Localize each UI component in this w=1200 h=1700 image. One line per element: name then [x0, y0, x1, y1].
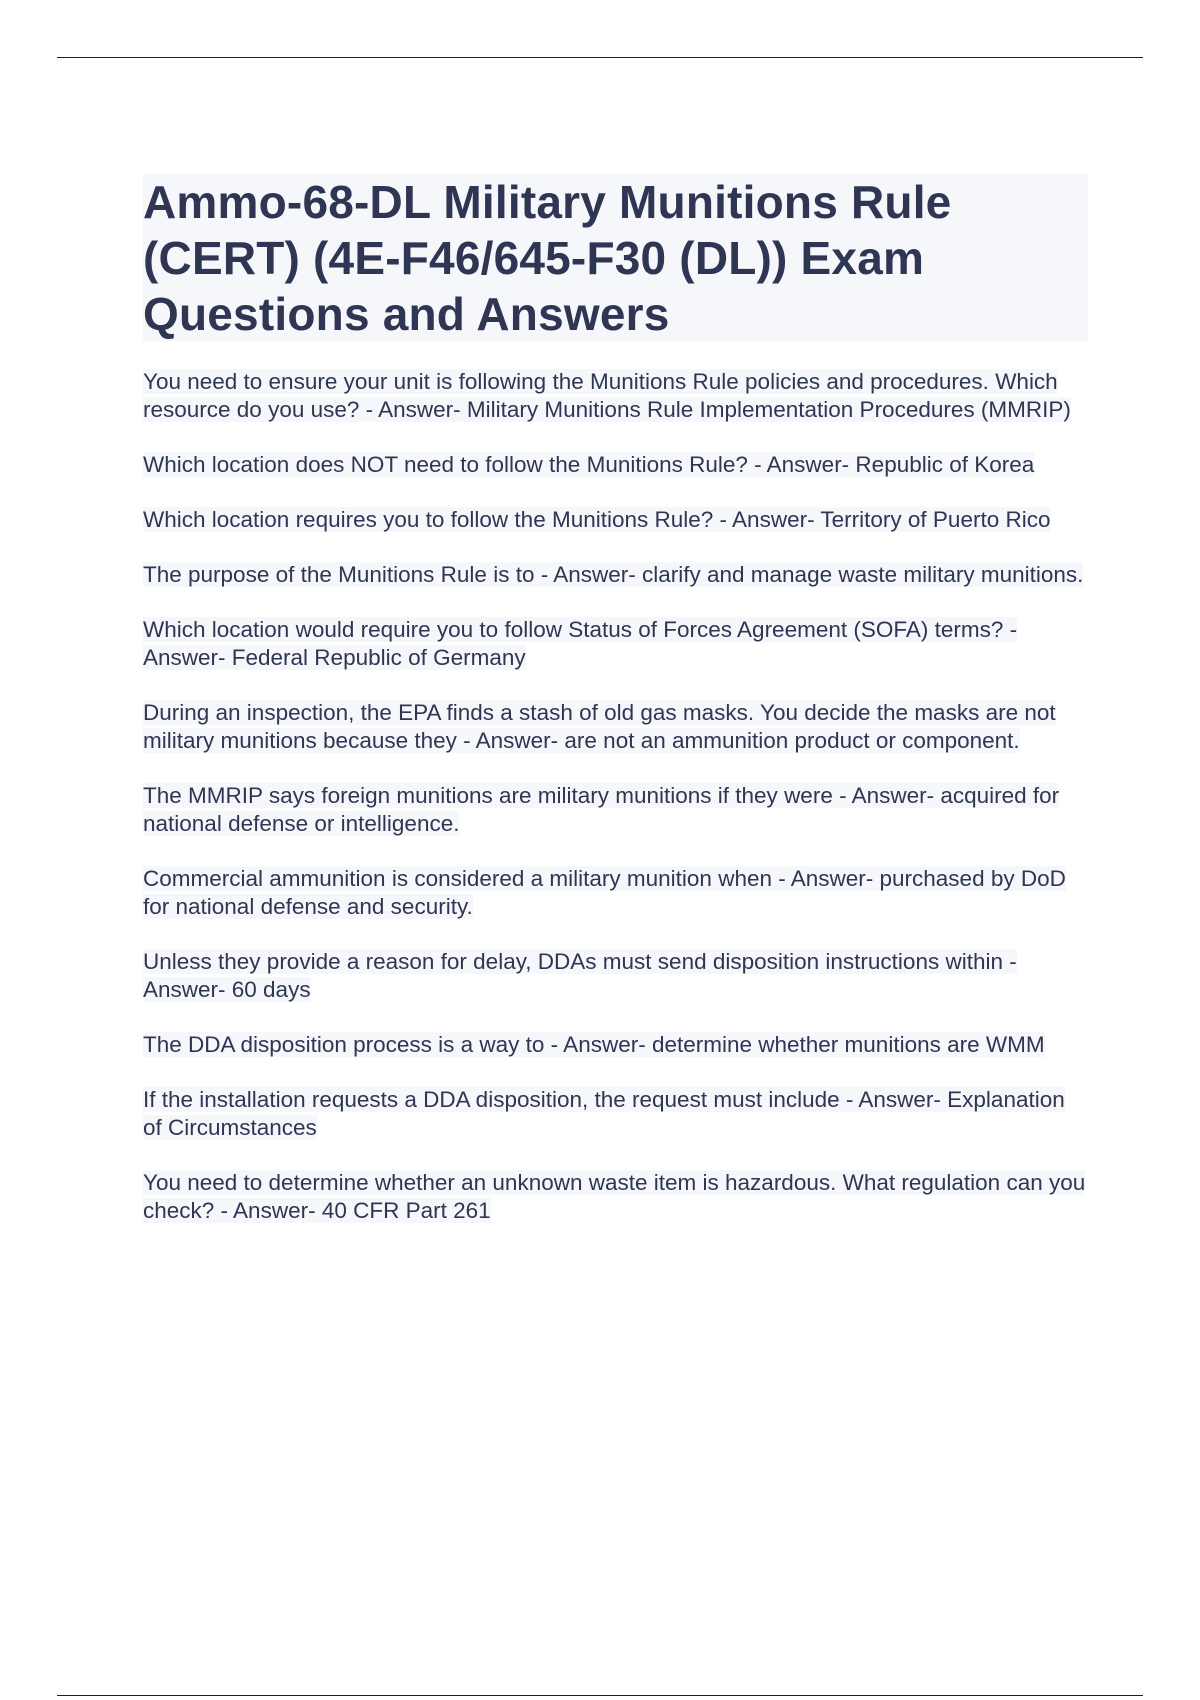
qa-text: You need to determine whether an unknown waste item is hazardous. What regulation can you check? - Answer- 40 CFR Part 261 [143, 1170, 1086, 1223]
header-rule [57, 57, 1143, 58]
qa-item [143, 616, 1088, 672]
qa-text: Which location requires you to follow the Munitions Rule? - Answer- Territory of Puerto Rico [143, 507, 1051, 532]
qa-text: The DDA disposition process is a way to - Answer- determine whether munitions are WMM [143, 1032, 1045, 1057]
qa-text: Which location would require you to follow Status of Forces Agreement (SOFA) terms? - Answer- Federal Republic of Germany [143, 617, 1018, 670]
qa-text: The MMRIP says foreign munitions are military munitions if they were - Answer- acquired for national defense or intelligence. [143, 783, 1060, 836]
footer-rule [57, 1695, 1143, 1696]
qa-item [143, 699, 1088, 755]
qa-text: Commercial ammunition is considered a military munition when - Answer- purchased by DoD for national defense and security. [143, 866, 1066, 919]
qa-item [143, 1031, 1088, 1059]
qa-text: If the installation requests a DDA disposition, the request must include - Answer- Explanation of Circumstances [143, 1087, 1065, 1140]
qa-item [143, 561, 1088, 589]
qa-item [143, 782, 1088, 838]
qa-item [143, 865, 1088, 921]
qa-item [143, 948, 1088, 1004]
qa-item [143, 451, 1088, 479]
document-title: Ammo-68-DL Military Munitions Rule (CERT) (4E-F46/645-F30 (DL)) Exam Questions and Answers [143, 176, 952, 340]
qa-item [143, 506, 1088, 534]
qa-text: Unless they provide a reason for delay, DDAs must send disposition instructions within - Answer- 60 days [143, 949, 1017, 1002]
qa-item [143, 1169, 1088, 1225]
qa-text: The purpose of the Munitions Rule is to - Answer- clarify and manage waste military munitions. [143, 562, 1084, 587]
qa-list [143, 368, 1088, 1252]
qa-text: Which location does NOT need to follow the Munitions Rule? - Answer- Republic of Korea [143, 452, 1035, 477]
qa-text: During an inspection, the EPA finds a stash of old gas masks. You decide the masks are not military munitions because they - Answer- are not an ammunition product or component. [143, 700, 1056, 753]
qa-text: You need to ensure your unit is following the Munitions Rule policies and procedures. Which resource do you use? - Answer- Military Munitions Rule Implementation Procedures (MMRIP) [143, 369, 1071, 422]
qa-item [143, 368, 1088, 424]
qa-item [143, 1086, 1088, 1142]
title-block [143, 174, 1088, 341]
